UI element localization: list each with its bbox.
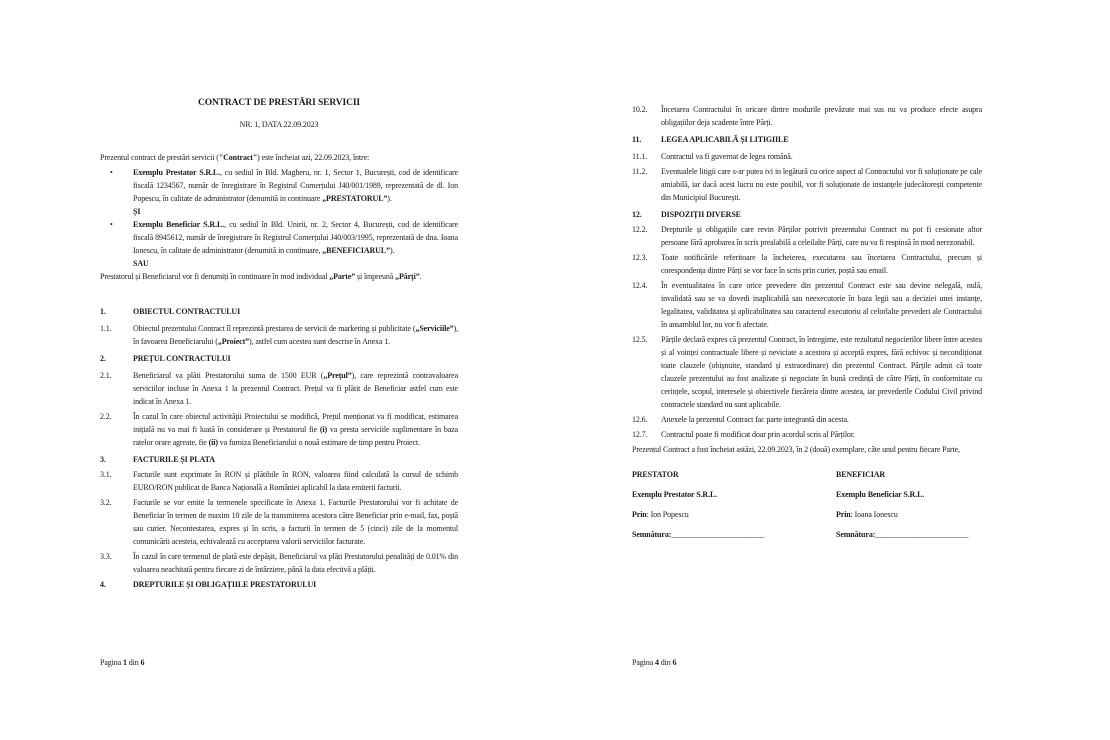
clause-number: 10.2.	[632, 105, 648, 114]
clause-text: În cazul în care obiectul activității Proiectului se modifică, Prețul menționat va fi modificat, estimarea inițială nu va mai fi luată în considerare și Prestatorul fie (i) va presta serviciile suplimentare în baza ratelor orare agreate, fie (ii) va furniza Beneficiarului o nouă estimare de timp pentru Proiect.	[133, 412, 458, 447]
clause-10-2	[632, 103, 982, 129]
section-number: 11.	[632, 135, 642, 144]
clause-text: Anexele la prezentul Contract fac parte integrantă din acesta.	[661, 415, 849, 424]
clause-text: Obiectul prezentului Contract îl reprezintă prestarea de servicii de marketing și publicitate („Serviciile”), în favoarea Beneficiarului („Proiect”), astfel cum acestea sunt descrise în Anexa 1.	[133, 324, 458, 346]
section-3-heading	[100, 453, 458, 466]
clause-text: Facturile se vor emite la termenele specificate în Anexa 1. Facturile Prestatorului vor fi achitate de Beneficiar în termen de maxim 10 zile de la transmiterea acestora către Beneficiar prin e-mail, fax, poștă sau curier. Necontestarea, expres și în scris, a facturii în termen de 5 (cinci) zile de la momentul comunicării acesteia, echivalează cu acceptarea valorii serviciilor facturate.	[133, 498, 458, 546]
party-beneficiar-item	[100, 218, 458, 257]
signature-block-beneficiar	[836, 468, 982, 548]
clause-11-1	[632, 150, 982, 163]
section-11-heading	[632, 133, 982, 146]
clause-number: 12.6.	[632, 415, 648, 424]
section-1-heading	[100, 305, 458, 318]
clause-number: 11.1.	[632, 152, 648, 161]
contract-page-4	[632, 0, 982, 548]
clause-number: 12.4.	[632, 281, 648, 290]
clause-text: Eventualele litigii care s-ar putea ivi in legătură cu orice aspect al Contractului vor fi soluționate pe cale amiabilă, iar dacă acest lucru nu este posibil, vor fi soluționate de instanțele judecătorești competente din Municipiul București.	[661, 167, 982, 202]
signature-line: Semnătura:________________________	[632, 530, 765, 539]
signature-representative: Prin: Ioana Ionescu	[836, 510, 898, 519]
clause-text: Facturile sunt exprimate în RON și plătibile în RON, valoarea fiind calculată la cursul de schimb EURO/RON publicat de Banca Națională a României aplicabil la data emiterii facturii.	[133, 470, 458, 492]
section-number: 2.	[100, 354, 106, 363]
section-4-heading	[100, 578, 458, 591]
page-number-footer-right: Pagina 4 din 6	[632, 658, 677, 667]
section-number: 4.	[100, 580, 106, 589]
section-number: 12.	[632, 210, 642, 219]
signature-block-prestator	[632, 468, 836, 548]
clause-text: Drepturile și obligațiile care revin Părților potrivit prezentului Contract nu pot fi cesionate altor persoane fără aprobarea în scris prealabilă a celeilalte Părți, care nu va fi respinsă în mod nerezonabil.	[661, 225, 982, 247]
clause-12-7	[632, 428, 982, 441]
section-12-heading	[632, 208, 982, 221]
signature-section	[632, 468, 982, 548]
clause-12-2	[632, 223, 982, 249]
section-title: DREPTURILE ȘI OBLIGAȚIILE PRESTATORULUI	[133, 580, 317, 589]
document-title: CONTRACT DE PRESTĂRI SERVICII	[197, 98, 361, 108]
clause-text: Beneficiarul va plăti Prestatorului suma de 1500 EUR („Prețul”), care reprezintă contravaloarea serviciilor incluse în Anexa 1 la prezentul Contract. Prețul va fi plătit de Beneficiar astfel cum este indicat în Anexa 1.	[133, 371, 458, 406]
party-prestator-text: Exemplu Prestator S.R.L., cu sediul în Bld. Magheru, nr. 1, Sector 1, București, cod de identificare fiscală 1234567, număr de înregistrare în Registrul Comerțului J40/001/1989, reprezentată de dl. Ion Popescu, în calitate de administrator (denumită in continuare „PRESTATORUL”).	[133, 168, 459, 203]
clause-number: 3.1.	[100, 470, 112, 479]
clause-12-5	[632, 333, 982, 411]
party-beneficiar-text: Exemplu Beneficiar S.R.L., cu sediul în Bld. Unirii, nr. 2, Sector 4, București, cod de identificare fiscală 8945612, număr de înregistrare în Registrul Comerțului J40/003/1995, reprezentată de dna. Ioana Ionescu, în calitate de administrator (denumită in continuare, „BENEFICIARUL”).	[133, 220, 458, 255]
section-2-heading	[100, 352, 458, 365]
parties-definition-paragraph: Prestatorul și Beneficiarul vor fi denumiți în continuare în mod individual „Parte” și împreună „Părți”.	[100, 272, 422, 281]
clause-12-4	[632, 279, 982, 331]
clause-number: 2.2.	[100, 412, 112, 421]
clause-number: 11.2.	[632, 167, 648, 176]
clause-text: În eventualitatea în care orice prevedere din prezentul Contract este sau devine nelegală, nulă, invalidată sau se va dovedi inaplicabilă sau neexecutorie în baza legii sau a deciziei unei instanțe, legalitatea, validitatea și aplicabilitatea sau caracterul executoriu al celorlalte prevederi ale Contractului în ansamblul lor, nu vor fi afectate.	[661, 281, 982, 329]
clause-2-2	[100, 410, 458, 449]
clause-12-6	[632, 413, 982, 426]
signature-company-name: Exemplu Beneficiar S.R.L.	[836, 490, 925, 499]
section-title: DISPOZIȚII DIVERSE	[661, 210, 741, 219]
clause-number: 2.1.	[100, 371, 112, 380]
section-title: LEGEA APLICABILĂ ȘI LITIGIILE	[661, 135, 789, 144]
bullet-icon: •	[110, 168, 113, 177]
signature-line: Semnătura:________________________	[836, 530, 969, 539]
clause-text: Contractul va fi guvernat de legea română.	[661, 152, 793, 161]
clause-number: 12.2.	[632, 225, 648, 234]
conjunction-sau: SAU	[133, 259, 149, 268]
intro-paragraph: Prezentul contract de prestări servicii ("Contract") este încheiat azi, 22.09.2023, între:	[100, 153, 370, 162]
conjunction-si: ȘI	[133, 207, 141, 216]
clause-number: 12.5.	[632, 335, 648, 344]
clause-2-1	[100, 369, 458, 408]
clause-3-1	[100, 468, 458, 494]
contract-page-1	[100, 0, 458, 591]
signature-company-name: Exemplu Prestator S.R.L.	[632, 490, 718, 499]
clause-text: Contractul poate fi modificat doar prin acordul scris al Părților.	[661, 430, 855, 439]
document-subtitle: NR. 1, DATA 22.09.2023	[239, 120, 319, 129]
clause-11-2	[632, 165, 982, 204]
section-title: FACTURILE ȘI PLATA	[133, 455, 215, 464]
section-number: 1.	[100, 307, 106, 316]
section-title: PREȚUL CONTRACTULUI	[133, 354, 231, 363]
clause-text: Toate notificările referitoare la încheierea, executarea sau încetarea Contractului, precum și corespondența dintre Părți se vor face în scris prin curier, poștă sau email.	[661, 253, 982, 275]
page-number-footer-left: Pagina 1 din 6	[100, 658, 145, 667]
signature-role-label: PRESTATOR	[632, 470, 679, 479]
clause-12-3	[632, 251, 982, 277]
clause-number: 12.7.	[632, 430, 648, 439]
clause-number: 1.1.	[100, 324, 112, 333]
clause-text: În cazul în care termenul de plată este depășit, Beneficiarul va plăti Prestatorului penalități de 0.01% din valoarea neachitată pentru fiecare zi de întârziere, până la data efectivă a plății.	[133, 552, 458, 574]
clause-number: 3.3.	[100, 552, 112, 561]
clause-1-1	[100, 322, 458, 348]
closing-paragraph: Prezentul Contract a fost încheiat astăzi, 22.09.2023, în 2 (două) exemplare, câte unul pentru fiecare Parte,	[632, 445, 960, 454]
bullet-icon: •	[110, 220, 113, 229]
signature-representative: Prin: Ion Popescu	[632, 510, 689, 519]
signature-role-label: BENEFICIAR	[836, 470, 886, 479]
clause-3-3	[100, 550, 458, 576]
clause-number: 3.2.	[100, 498, 112, 507]
clause-text: Părțile declară expres că prezentul Contract, în întregime, este rezultatul negocierilor libere între acestea și al voinței contractuale libere și neviciate a acestora și acceptă expres, fără echivoc și necondiționat toate clauzele (obișnuite, standard și extraordinare) din prezentul Contract. Părțile admit că toate clauzele prezentului au fost analizate și negociate în bună credință de către Părți, în conformitate cu cerințele, scopul, interesele și obiectivele fiecăreia dintre acestea, iar prevederile Codului Civil privind contractele standard nu sunt aplicabile.	[661, 335, 982, 409]
party-prestator-item	[100, 166, 458, 205]
clause-number: 12.3.	[632, 253, 648, 262]
clause-text: Încetarea Contractului în oricare dintre modurile prevăzute mai sus nu va produce efecte asupra obligațiilor deja scadente între Părți.	[661, 105, 982, 127]
section-title: OBIECTUL CONTRACTULUI	[133, 307, 241, 316]
section-number: 3.	[100, 455, 106, 464]
clause-3-2	[100, 496, 458, 548]
